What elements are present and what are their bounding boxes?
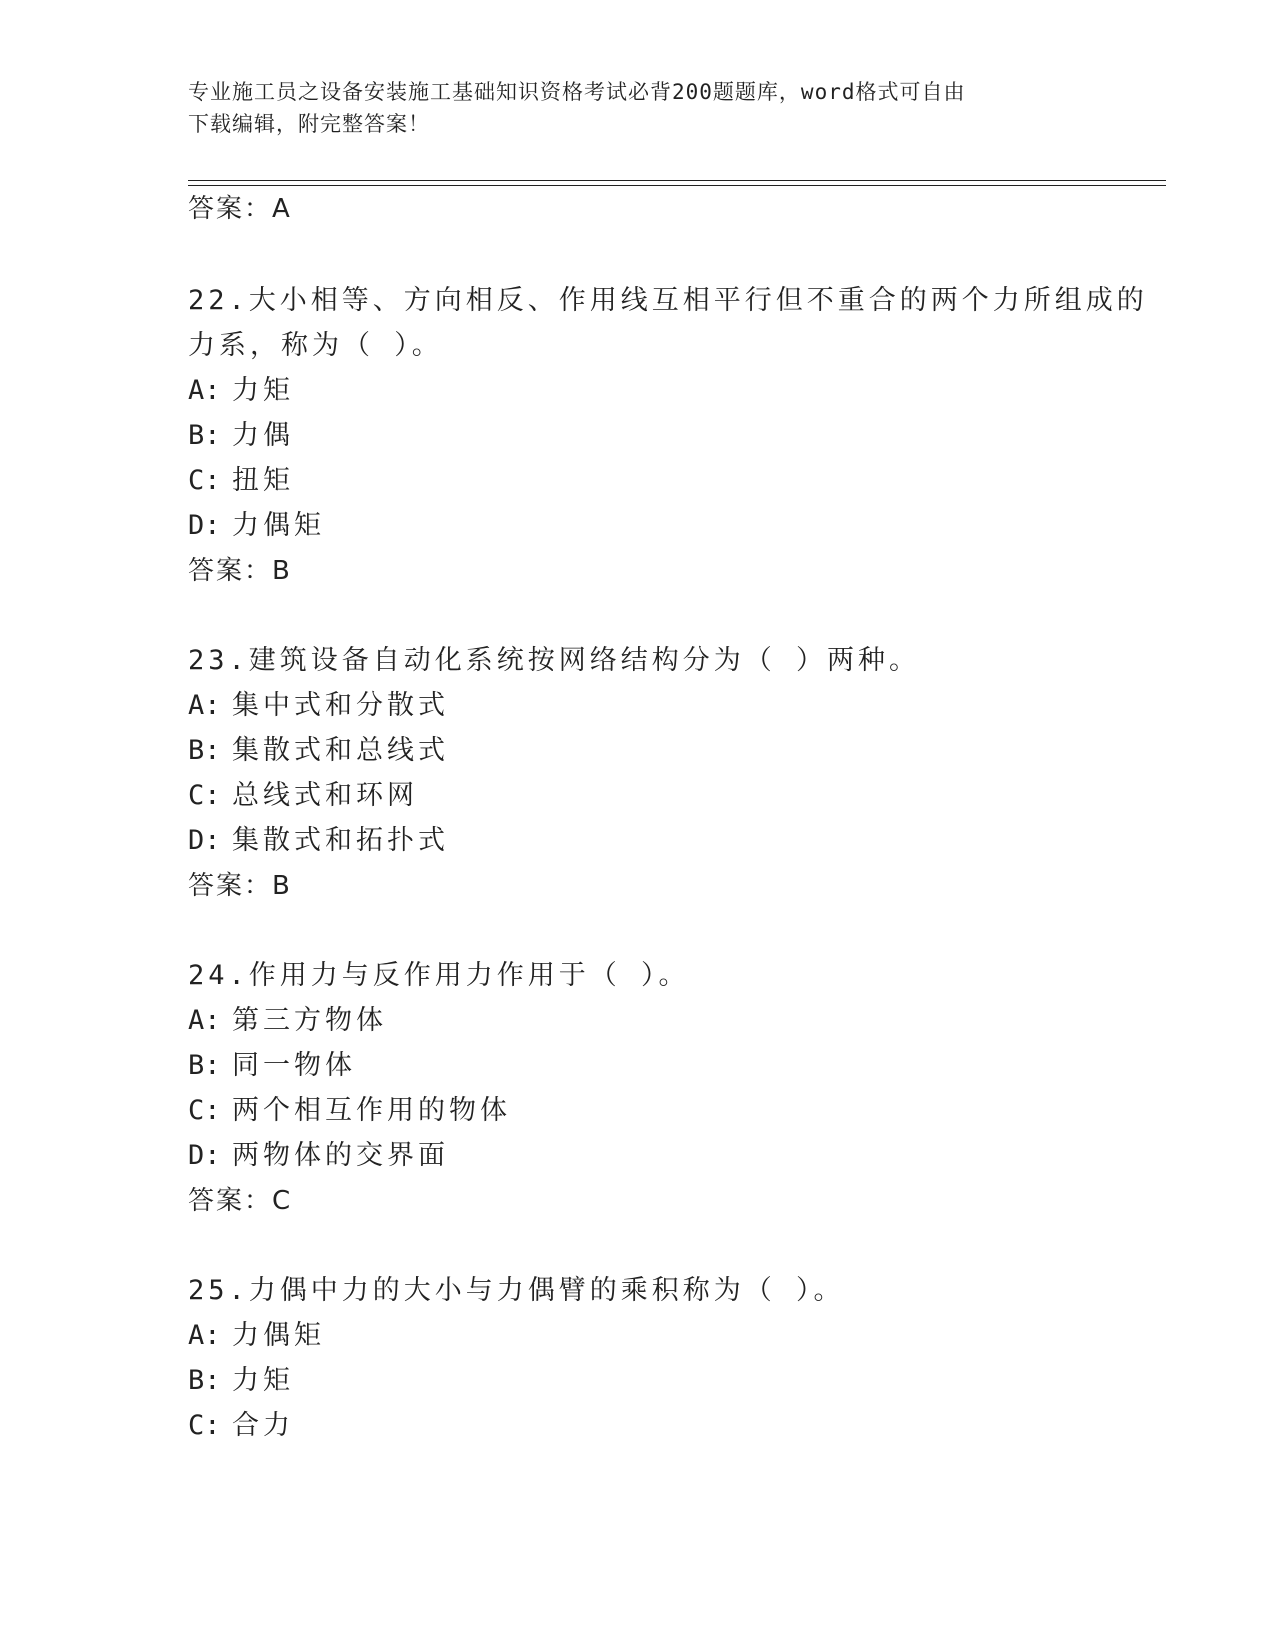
- option-c: [188, 773, 418, 819]
- option-c: [188, 1088, 511, 1134]
- header-divider-top: [188, 180, 1166, 181]
- option-letter: B:: [188, 1365, 221, 1396]
- option-letter: D:: [188, 1140, 221, 1171]
- option-d: [188, 818, 449, 864]
- previous-answer: 答案：A: [188, 194, 292, 224]
- option-a: [188, 998, 387, 1044]
- option-text: 力偶: [232, 420, 294, 451]
- option-b: [188, 413, 294, 459]
- question-stem-line-1: 22.大小相等、方向相反、作用线互相平行但不重合的两个力所组成的: [188, 285, 1148, 316]
- question-stem-line-1: 24.作用力与反作用力作用于（ ）。: [188, 960, 690, 991]
- option-letter: B:: [188, 420, 221, 451]
- option-text: 力偶矩: [232, 510, 325, 541]
- option-d: [188, 503, 325, 549]
- question-answer: 答案：B: [188, 871, 292, 901]
- option-text: 第三方物体: [232, 1005, 387, 1036]
- question-stem-line-2: 力系，称为（ ）。: [188, 330, 443, 361]
- option-letter: C:: [188, 1410, 221, 1441]
- option-letter: D:: [188, 825, 221, 856]
- document-header: [188, 76, 1088, 140]
- option-text: 集散式和总线式: [232, 735, 449, 766]
- option-a: [188, 368, 294, 414]
- question-stem-line-1: 25.力偶中力的大小与力偶臂的乘积称为（ ）。: [188, 1275, 845, 1306]
- header-divider-bottom: [188, 185, 1166, 186]
- option-text: 集散式和拓扑式: [232, 825, 449, 856]
- option-text: 集中式和分散式: [232, 690, 449, 721]
- option-text: 合力: [232, 1410, 294, 1441]
- header-title-line-2: 下载编辑，附完整答案！: [188, 112, 430, 136]
- option-letter: A:: [188, 690, 221, 721]
- option-letter: C:: [188, 1095, 221, 1126]
- option-text: 两个相互作用的物体: [232, 1095, 511, 1126]
- question-answer: 答案：B: [188, 556, 292, 586]
- question-stem-line-1: 23.建筑设备自动化系统按网络结构分为（ ）两种。: [188, 645, 921, 676]
- option-letter: D:: [188, 510, 221, 541]
- option-a: [188, 683, 449, 729]
- option-text: 总线式和环网: [232, 780, 418, 811]
- option-letter: B:: [188, 735, 221, 766]
- option-text: 力偶矩: [232, 1320, 325, 1351]
- option-b: [188, 1043, 356, 1089]
- option-text: 力矩: [232, 375, 294, 406]
- question-answer: 答案：C: [188, 1186, 293, 1216]
- option-letter: C:: [188, 780, 221, 811]
- option-d: [188, 1133, 449, 1179]
- option-text: 两物体的交界面: [232, 1140, 449, 1171]
- option-b: [188, 728, 449, 774]
- option-letter: A:: [188, 375, 221, 406]
- option-text: 力矩: [232, 1365, 294, 1396]
- option-text: 同一物体: [232, 1050, 356, 1081]
- option-c: [188, 458, 294, 504]
- option-letter: C:: [188, 465, 221, 496]
- option-a: [188, 1313, 325, 1359]
- option-c: [188, 1403, 294, 1449]
- header-title-line-1: 专业施工员之设备安装施工基础知识资格考试必背200题题库，word格式可自由: [188, 80, 966, 104]
- option-b: [188, 1358, 294, 1404]
- option-letter: A:: [188, 1005, 221, 1036]
- option-letter: A:: [188, 1320, 221, 1351]
- option-letter: B:: [188, 1050, 221, 1081]
- option-text: 扭矩: [232, 465, 294, 496]
